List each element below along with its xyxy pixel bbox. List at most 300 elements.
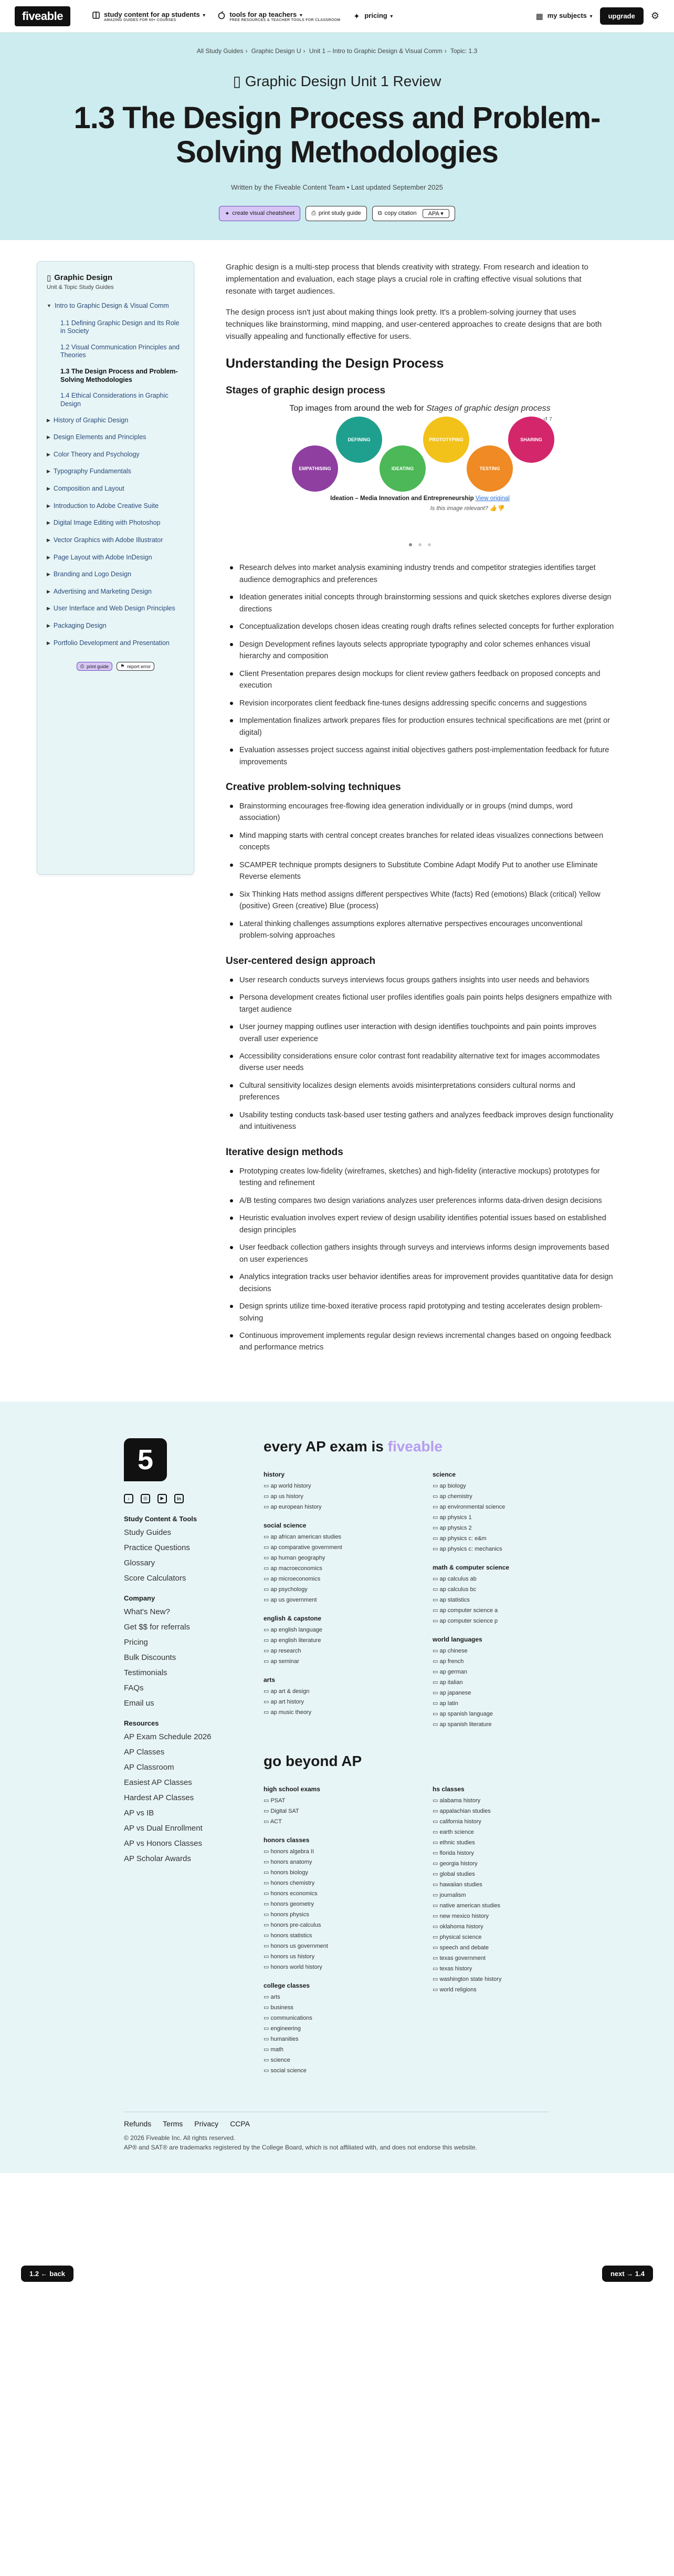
subject-link[interactable]: [264, 1797, 415, 1804]
tiktok-icon[interactable]: ♪: [124, 1494, 133, 1503]
sidebar-item-unit[interactable]: [47, 554, 184, 562]
sidebar-item-unit[interactable]: [47, 417, 184, 425]
subject-link-label: earth science: [439, 1829, 474, 1835]
footer-link[interactable]: AP Exam Schedule 2026: [124, 1732, 212, 1741]
sidebar: [37, 261, 194, 875]
subject-link-label: honors algebra II: [270, 1848, 314, 1855]
footer-left: [124, 1438, 239, 2085]
subject-link-label: math: [270, 2046, 283, 2053]
legal-link[interactable]: CCPA: [230, 2119, 250, 2128]
subject-link-label: communications: [270, 2014, 312, 2021]
nav-pricing[interactable]: [352, 12, 393, 21]
subject-icon: ▭: [264, 2046, 271, 2053]
subject-link[interactable]: [433, 1934, 584, 1940]
footer-link[interactable]: Email us: [124, 1698, 154, 1708]
copyright: [124, 2133, 549, 2152]
chevron-right-icon: ▶: [47, 554, 50, 560]
footer-link[interactable]: AP vs Honors Classes: [124, 1838, 202, 1848]
subject-link-label: alabama history: [439, 1797, 481, 1804]
subject-link[interactable]: [433, 1617, 584, 1624]
copy-icon: ⧉: [377, 210, 382, 216]
footer-link[interactable]: AP Classes: [124, 1747, 165, 1757]
subject-link[interactable]: [433, 1976, 584, 1982]
subject-icon: ▭: [264, 1554, 271, 1561]
subject-link[interactable]: [433, 1797, 584, 1804]
subject-link-label: georgia history: [439, 1860, 478, 1867]
sidebar-item-label: Vector Graphics with Adobe Illustrator: [53, 536, 163, 544]
subject-link[interactable]: [264, 2067, 415, 2074]
subject-link[interactable]: [433, 1545, 584, 1552]
subject-icon: ▭: [264, 1482, 271, 1489]
sidebar-item-unit[interactable]: [47, 502, 184, 511]
footer-link[interactable]: AP Scholar Awards: [124, 1854, 191, 1863]
page-title: 1.3 The Design Process and Problem-Solving Methodologies: [73, 101, 601, 169]
subject-link[interactable]: [433, 1829, 584, 1835]
subject-icon: ▭: [433, 1679, 440, 1686]
sidebar-item-unit[interactable]: [47, 451, 184, 459]
sidebar-item-unit[interactable]: [47, 433, 184, 442]
footer-group-title: Resources: [124, 1719, 159, 1727]
subject-link-label: new mexico history: [439, 1913, 489, 1919]
carousel-caption: [226, 495, 614, 502]
subject-link[interactable]: [264, 1900, 415, 1907]
list-item: User feedback collection gathers insights through surveys and interviews informs design improvements based on user experiences: [226, 1242, 614, 1265]
subject-link[interactable]: [433, 1535, 584, 1542]
subject-link[interactable]: [264, 2035, 415, 2042]
carousel-dot[interactable]: [428, 543, 431, 546]
subject-link[interactable]: [264, 1626, 415, 1633]
subject-link[interactable]: [264, 1858, 415, 1865]
sidebar-item-unit-1[interactable]: [47, 302, 184, 310]
subject-link-label: honors us history: [270, 1953, 315, 1960]
list-item: Design sprints utilize time-boxed iterative process rapid prototyping and testing accelerates design problem-solving: [226, 1301, 614, 1324]
chevron-right-icon: ▶: [47, 451, 50, 457]
carousel-title-query: Stages of graphic design process: [426, 404, 551, 413]
list-item: Mind mapping starts with central concept creates branches for related ideas visualizes connections between concepts: [226, 830, 614, 854]
subject-link[interactable]: [433, 1700, 584, 1707]
chevron-right-icon: ▶: [47, 537, 50, 543]
subject-link[interactable]: [264, 1911, 415, 1918]
list-item: Lateral thinking challenges assumptions explores alternative perspectives encourages unconventional problem-solving approaches: [226, 918, 614, 942]
subject-link-label: ap environmental science: [439, 1503, 506, 1510]
sparkle-icon: ✦: [225, 210, 230, 217]
subject-link-label: ap physics c: e&m: [439, 1535, 487, 1542]
stage-circle-defining: [336, 417, 382, 463]
print-guide-label: print study guide: [318, 210, 361, 217]
footer-link[interactable]: Score Calculators: [124, 1573, 186, 1583]
sidebar-item-unit[interactable]: [47, 588, 184, 596]
subject-icon: ▭: [264, 1709, 271, 1716]
section-heading: Understanding the Design Process: [226, 356, 444, 371]
subject-link[interactable]: [264, 1647, 415, 1654]
subject-link[interactable]: [433, 1482, 584, 1489]
subject-link[interactable]: [433, 1710, 584, 1717]
footer-link[interactable]: AP vs Dual Enrollment: [124, 1823, 203, 1833]
sidebar-item-unit[interactable]: [47, 468, 184, 476]
subject-icon: ▭: [433, 1934, 440, 1940]
linkedin-icon[interactable]: in: [174, 1494, 184, 1503]
subject-link[interactable]: [433, 1850, 584, 1856]
thumbs-up-icon[interactable]: 👍: [489, 505, 497, 512]
subject-icon: ▭: [433, 1902, 440, 1909]
subject-link[interactable]: [433, 1596, 584, 1603]
logo[interactable]: fiveable: [15, 6, 70, 26]
subject-icon: ▭: [433, 1482, 440, 1489]
sidebar-item-unit[interactable]: [47, 639, 184, 648]
subject-icon: ▭: [433, 1913, 440, 1919]
subject-link-label: texas history: [439, 1965, 472, 1972]
prev-topic-button[interactable]: 1.2 ← back: [21, 2266, 73, 2282]
subject-link-label: ap english language: [270, 1626, 322, 1633]
subject-link[interactable]: [433, 1493, 584, 1500]
subject-icon: ▭: [264, 1698, 271, 1705]
beyond-columns: [264, 1782, 584, 2085]
subject-link[interactable]: [264, 1688, 415, 1695]
subject-icon: ▭: [433, 1808, 440, 1814]
relevance-question: Is this image relevant?: [430, 505, 488, 512]
sidebar-item-label: History of Graphic Design: [53, 416, 129, 424]
subject-link[interactable]: [433, 1881, 584, 1888]
subject-link-label: PSAT: [270, 1797, 286, 1804]
subject-link[interactable]: [264, 1586, 415, 1593]
subject-link[interactable]: [433, 1860, 584, 1867]
sidebar-item-unit[interactable]: [47, 605, 184, 613]
subject-icon: ▭: [433, 1493, 440, 1500]
stages-list: [226, 562, 614, 768]
chevron-right-icon: ▶: [47, 434, 50, 440]
printer-icon: ⎙: [311, 210, 316, 216]
subject-link[interactable]: [433, 1658, 584, 1665]
thumbs-down-icon[interactable]: 👎: [497, 505, 504, 512]
cheatsheet-button[interactable]: [219, 206, 300, 221]
gear-icon[interactable]: ⚙: [650, 11, 659, 21]
subject-link[interactable]: [264, 1709, 415, 1716]
subject-link-label: ap german: [439, 1668, 468, 1675]
sidebar-item-label: Page Layout with Adobe InDesign: [53, 553, 152, 561]
youtube-icon[interactable]: ▶: [157, 1494, 167, 1503]
subject-icon: ▭: [433, 1955, 440, 1961]
unit-kicker-text: Graphic Design Unit 1 Review: [245, 73, 441, 89]
sidebar-item-unit[interactable]: [47, 570, 184, 579]
subject-category: [264, 1676, 415, 1716]
subject-link[interactable]: [433, 1503, 584, 1510]
subject-link[interactable]: [264, 2046, 415, 2053]
sidebar-item-unit[interactable]: [47, 519, 184, 527]
subject-link[interactable]: [264, 1953, 415, 1960]
subject-link[interactable]: [433, 1607, 584, 1614]
chevron-right-icon: ▶: [47, 588, 50, 594]
design-thinking-diagram[interactable]: [283, 413, 556, 492]
subject-link[interactable]: [433, 1721, 584, 1728]
subject-category-title: college classes: [264, 1981, 310, 1989]
subject-link[interactable]: [264, 1544, 415, 1551]
legal-link[interactable]: Terms: [163, 2119, 183, 2128]
beyond-col-left: [264, 1782, 415, 2085]
unit-kicker: [0, 72, 674, 90]
subject-icon: ▭: [433, 1700, 440, 1707]
subject-link[interactable]: [433, 1955, 584, 1961]
subject-link[interactable]: [264, 1943, 415, 1949]
breadcrumb-item[interactable]: Unit 1 – Intro to Graphic Design & Visual Comm: [309, 47, 443, 55]
subject-link[interactable]: [264, 1848, 415, 1855]
subject-link[interactable]: [264, 1575, 415, 1582]
copy-citation-button[interactable]: [372, 206, 455, 221]
legal-link[interactable]: Privacy: [194, 2119, 219, 2128]
subject-link[interactable]: [264, 1637, 415, 1644]
sidebar-item-unit[interactable]: [47, 485, 184, 493]
subject-icon: ▭: [264, 1932, 271, 1939]
subject-link[interactable]: [433, 1818, 584, 1825]
subject-link-label: ap english literature: [270, 1637, 321, 1644]
subject-icon: ▭: [433, 1860, 440, 1867]
subject-link[interactable]: [433, 1647, 584, 1654]
subject-link-label: ap computer science p: [439, 1617, 498, 1624]
subject-link[interactable]: [433, 1689, 584, 1696]
subject-link[interactable]: [264, 1808, 415, 1814]
print-guide-button[interactable]: [77, 662, 112, 671]
breadcrumb-item[interactable]: All Study Guides: [196, 47, 244, 55]
breadcrumb-item[interactable]: Graphic Design U: [251, 47, 301, 55]
list-item: Cultural sensitivity localizes design elements avoids misinterpretations considers cultural norms and preferences: [226, 1080, 614, 1104]
carousel-dot[interactable]: [409, 543, 412, 546]
subject-link-label: honors world history: [270, 1964, 322, 1970]
list-item: Brainstorming encourages free-flowing idea generation individually or in groups (mind dumps, word association): [226, 801, 614, 824]
subject-link[interactable]: [433, 1575, 584, 1582]
subject-icon: ▭: [264, 1848, 271, 1855]
subject-link-label: texas government: [439, 1955, 486, 1961]
subject-link-label: honors us government: [270, 1943, 328, 1949]
subject-link[interactable]: [264, 2004, 415, 2011]
list-item: Ideation generates initial concepts through brainstorming sessions and quick sketches explores diverse design directions: [226, 591, 614, 615]
carousel-dot[interactable]: [418, 543, 422, 546]
subject-link-label: ap physics c: mechanics: [439, 1545, 502, 1552]
subject-icon: ▭: [433, 1647, 440, 1654]
next-topic-button[interactable]: next → 1.4: [602, 2266, 653, 2282]
subject-link[interactable]: [433, 1586, 584, 1593]
print-guide-button[interactable]: [306, 206, 367, 221]
sidebar-child-1-1[interactable]: 1.1 Defining Graphic Design and Its Role in Society: [60, 319, 180, 335]
subject-link-label: honors geometry: [270, 1900, 314, 1907]
ap-exams-heading: [264, 1438, 584, 1455]
apple-icon: [217, 11, 226, 20]
subject-link[interactable]: [433, 1871, 584, 1877]
subject-icon: ▭: [433, 1850, 440, 1856]
subject-icon: ▭: [264, 2014, 271, 2021]
subject-link[interactable]: [264, 1698, 415, 1705]
chevron-down-icon: ▾: [390, 13, 393, 19]
subject-link[interactable]: [433, 1514, 584, 1521]
report-error-button[interactable]: [117, 662, 154, 671]
footer-link[interactable]: Testimonials: [124, 1668, 167, 1677]
footer-link[interactable]: Get $$ for referrals: [124, 1622, 190, 1632]
subject-link[interactable]: [264, 1554, 415, 1561]
book-icon: ▯: [47, 273, 51, 283]
upgrade-button[interactable]: upgrade: [600, 7, 644, 25]
ap-col-left: [264, 1468, 415, 1739]
subject-icon: ▭: [264, 1879, 271, 1886]
breadcrumb-item: Topic: 1.3: [450, 47, 478, 55]
subject-icon: ▭: [433, 1721, 440, 1728]
subject-icon: ▭: [264, 1533, 271, 1540]
footer-link[interactable]: FAQs: [124, 1683, 144, 1692]
subject-link[interactable]: [433, 1923, 584, 1930]
ap-exams-heading-accent: fiveable: [387, 1438, 443, 1455]
subject-icon: ▭: [433, 1607, 440, 1614]
chevron-right-icon: ▶: [47, 640, 50, 646]
subject-link[interactable]: [433, 1668, 584, 1675]
subject-icon: ▭: [433, 1871, 440, 1877]
subject-link-label: global studies: [439, 1871, 475, 1877]
footer-link[interactable]: AP vs IB: [124, 1808, 154, 1817]
grid-icon: ▦: [535, 12, 543, 21]
subject-link[interactable]: [264, 1932, 415, 1939]
sidebar-child-1-3[interactable]: 1.3 The Design Process and Problem-Solving Methodologies: [60, 368, 178, 383]
footer-link[interactable]: Easiest AP Classes: [124, 1778, 192, 1787]
subject-icon: ▭: [433, 1689, 440, 1696]
list-item: Design Development refines layouts selects appropriate typography and color schemes enhances visual hierarchy and composition: [226, 639, 614, 662]
subject-link[interactable]: [433, 1808, 584, 1814]
subject-link-label: ap chemistry: [439, 1493, 472, 1500]
sidebar-child-1-4[interactable]: 1.4 Ethical Considerations in Graphic Design: [60, 392, 168, 408]
subject-link-label: ap music theory: [270, 1709, 312, 1716]
subject-icon: ▭: [264, 1544, 271, 1551]
subject-link[interactable]: [264, 2056, 415, 2063]
intro-paragraph: The design process isn't just about making things look pretty. It's a problem-solving journey that uses techniques like brainstorming, mind mapping, and user-centered approaches to create designs that are both visually appealing and functionally effective for users.: [226, 307, 602, 341]
chevron-right-icon: ▶: [47, 572, 50, 577]
subject-category: [264, 1522, 415, 1603]
footer-link[interactable]: Hardest AP Classes: [124, 1793, 194, 1802]
subject-link[interactable]: [433, 1902, 584, 1909]
subject-category: [264, 1615, 415, 1665]
subject-icon: ▭: [433, 1965, 440, 1972]
subject-link[interactable]: [264, 2025, 415, 2032]
sidebar-child-1-2[interactable]: 1.2 Visual Communication Principles and Theories: [60, 343, 180, 359]
list-item: Conceptualization develops chosen ideas creating rough drafts refines selected concepts for further exploration: [226, 621, 614, 632]
chevron-right-icon: ▶: [47, 417, 50, 423]
iter-list: [226, 1166, 614, 1354]
nav-my-subjects[interactable]: [535, 12, 593, 21]
subject-link-label: honors pre-calculus: [270, 1921, 321, 1928]
subject-link[interactable]: [433, 1944, 584, 1951]
subject-link[interactable]: [433, 1892, 584, 1898]
subject-link[interactable]: [264, 1879, 415, 1886]
subject-link[interactable]: [264, 1818, 415, 1825]
subject-category: [264, 1836, 415, 1970]
subject-category: [433, 1471, 584, 1552]
footer-link[interactable]: Pricing: [124, 1637, 148, 1647]
footer-link[interactable]: Study Guides: [124, 1528, 172, 1537]
subject-link[interactable]: [433, 1986, 584, 1993]
subject-link[interactable]: [264, 1964, 415, 1970]
subsection-heading: Stages of graphic design process: [226, 385, 386, 397]
subject-link[interactable]: [264, 1533, 415, 1540]
subject-icon: ▭: [264, 1626, 271, 1633]
sidebar-item-unit[interactable]: [47, 536, 184, 545]
subject-link[interactable]: [264, 1565, 415, 1572]
subsection-heading: Creative problem-solving techniques: [226, 781, 401, 793]
subject-link[interactable]: [264, 1993, 415, 2000]
flag-icon: ⚑: [120, 663, 125, 669]
subject-link[interactable]: [433, 1524, 584, 1531]
subject-category-title: english & capstone: [264, 1614, 322, 1622]
subsection-heading: Iterative design methods: [226, 1146, 343, 1158]
citation-format-select[interactable]: [423, 209, 449, 218]
subject-link[interactable]: [264, 1921, 415, 1928]
legal-link[interactable]: Refunds: [124, 2119, 152, 2128]
list-item: Heuristic evaluation involves expert review of design usability identifies potential issues based on established design principles: [226, 1212, 614, 1236]
subject-link-label: ap biology: [439, 1482, 466, 1489]
view-original-link[interactable]: View original: [475, 495, 510, 502]
subject-link[interactable]: [264, 1482, 415, 1489]
stage-label: EMPATHISING: [299, 466, 331, 472]
footer-link[interactable]: Practice Questions: [124, 1543, 190, 1552]
beyond-col-right: [433, 1782, 584, 2085]
copy-citation-label: copy citation: [384, 210, 417, 217]
subject-link-label: ap italian: [439, 1679, 463, 1686]
footer-link[interactable]: What's New?: [124, 1607, 170, 1616]
subject-link[interactable]: [433, 1679, 584, 1686]
legal-links: [124, 2120, 549, 2128]
subject-link-label: Digital SAT: [270, 1808, 299, 1814]
nav-study-content-label: study content for ap students: [103, 10, 200, 18]
subject-link-label: humanities: [270, 2035, 299, 2042]
subject-category: [264, 1471, 415, 1510]
book-icon: [91, 11, 101, 20]
subject-icon: ▭: [264, 1808, 271, 1814]
sidebar-item-unit[interactable]: [47, 622, 184, 630]
subject-link[interactable]: [264, 1596, 415, 1603]
subject-link[interactable]: [264, 1869, 415, 1876]
subject-link[interactable]: [264, 1890, 415, 1897]
subject-link-label: ap french: [439, 1658, 464, 1665]
subject-link[interactable]: [433, 1913, 584, 1919]
subject-link[interactable]: [264, 2014, 415, 2021]
subject-icon: ▭: [433, 1503, 440, 1510]
instagram-icon[interactable]: ◎: [141, 1494, 150, 1503]
footer-link[interactable]: Bulk Discounts: [124, 1653, 176, 1662]
subject-icon: ▭: [264, 1993, 271, 2000]
list-item: SCAMPER technique prompts designers to Substitute Combine Adapt Modify Put to another use Eliminate Reverse elements: [226, 859, 614, 883]
subject-link-label: ap calculus bc: [439, 1586, 477, 1593]
creative-list: [226, 801, 614, 942]
nav-teacher-tools[interactable]: [217, 11, 340, 22]
chevron-right-icon: ▶: [47, 469, 50, 474]
sidebar-item-label: Branding and Logo Design: [53, 570, 131, 578]
subject-icon: ▭: [433, 1976, 440, 1982]
subject-link-label: physical science: [439, 1934, 482, 1940]
subject-icon: ▭: [433, 1829, 440, 1835]
carousel-caption-title: Ideation – Media Innovation and Entrepreneurship: [330, 495, 474, 502]
subject-link[interactable]: [264, 1503, 415, 1510]
subject-icon: ▭: [433, 1535, 440, 1542]
subject-link[interactable]: [264, 1658, 415, 1665]
print-guide-label: print guide: [87, 663, 109, 669]
subject-icon: ▭: [264, 1637, 271, 1644]
subject-link[interactable]: [264, 1493, 415, 1500]
subject-link[interactable]: [433, 1839, 584, 1846]
subject-icon: ▭: [433, 1818, 440, 1825]
footer-link[interactable]: AP Classroom: [124, 1762, 174, 1772]
nav-study-content[interactable]: [91, 11, 205, 22]
subject-link[interactable]: [433, 1965, 584, 1972]
chevron-right-icon: ▶: [47, 486, 50, 492]
list-item: Revision incorporates client feedback fine-tunes designs addressing specific concerns and suggestions: [226, 698, 614, 709]
subject-icon: ▭: [433, 1839, 440, 1846]
footer-link[interactable]: Glossary: [124, 1558, 155, 1567]
subject-link-label: ap physics 2: [439, 1524, 472, 1531]
subject-link-label: california history: [439, 1818, 481, 1825]
subject-category-title: history: [264, 1470, 285, 1478]
